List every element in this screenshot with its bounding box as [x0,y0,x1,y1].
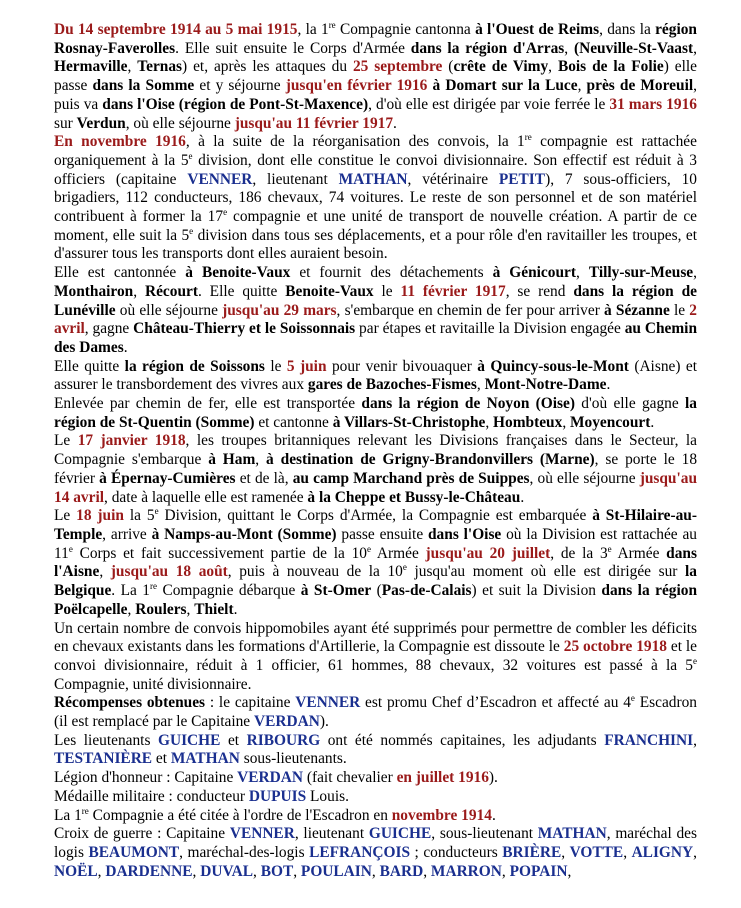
place-highlight: dans la Somme [92,77,195,95]
text-run: , [693,843,697,861]
place-highlight: au camp Marchand près de Suippes [292,469,530,487]
place-highlight: à Ham [208,451,256,469]
place-highlight: à St-Hilaire-au-Temple [54,507,697,543]
text-run: où la Division est rattachée au 11 [54,525,697,562]
place-highlight: à Namps-au-Mont (Somme) [151,525,337,543]
text-run: , [485,413,494,431]
paragraph [54,807,697,826]
place-highlight: crête de Vimy [453,58,549,76]
place-highlight: Hombteux [493,413,563,431]
text-run: , [255,451,267,469]
text-run: Médaille militaire : conducteur [54,787,249,805]
place-highlight: à St-Omer [300,582,372,600]
text-run: , lieutenant [252,170,339,188]
text-run: passe ensuite [336,525,428,543]
place-highlight: Monthairon [54,282,134,300]
paragraph [54,21,697,133]
person-name: FRANCHINI [604,731,694,749]
place-highlight: Récompenses obtenues [54,694,206,712]
paragraph [54,788,697,807]
date-highlight: 18 juin [76,507,124,525]
text-run: , dans la [599,21,656,38]
text-run: ) et, après les attaques du [182,58,353,76]
text-run: sur [54,114,77,132]
place-highlight: dans l'Oise [428,525,502,543]
date-highlight: jusqu'au 20 juillet [425,544,551,562]
text-run: est promu Chef d’Escadron et affecté au 4 [360,694,631,712]
person-name: BRIÈRE [502,843,562,861]
text-run: Le [54,507,77,525]
person-name: BEAUMONT [88,843,180,861]
text-run: Le [54,432,78,450]
person-name: DUPUIS [248,787,307,805]
text-run: , [99,563,111,581]
text-run: Armée [611,544,667,562]
place-highlight: à destination de Grigny-Brandonvillers (Marne) [266,451,595,469]
person-name: DUVAL [200,862,253,880]
paragraph [54,507,697,619]
text-run: ) et suit la Division [471,582,602,600]
place-highlight: Benoite-Vaux [285,282,374,300]
person-name: MATHAN [338,170,408,188]
text-run: , la 1 [297,21,329,38]
text-run: , arrive [102,525,152,543]
text-run: . [491,806,496,824]
text-run: pour venir bivouaquer [326,357,478,375]
date-highlight: 25 octobre 1918 [563,638,667,656]
text-run: par étapes et ravitaille la Division engagée [355,320,625,338]
person-name: GUICHE [157,731,221,749]
place-highlight: à Épernay-Cumières [99,469,236,487]
text-run: ( [371,582,382,600]
text-run: , [575,264,589,282]
text-run: . La 1 [111,582,150,600]
person-name: MARRON [430,862,502,880]
text-run: , maréchal-des-logis [179,843,310,861]
place-highlight: Ternas [137,58,183,76]
paragraph [54,133,697,264]
text-run: Corps et fait successivement partie de la 10 [72,544,367,562]
text-run: , vétérinaire [407,170,499,188]
text-run: ). [488,769,498,787]
person-name: LEFRANÇOIS [309,843,411,861]
place-highlight: dans la région de Noyon (Oise) [361,395,575,413]
text-run: , [371,862,380,880]
text-run: le [669,301,690,319]
text-run: , [192,862,201,880]
text-run: ), 7 sous-officiers, 10 brigadiers, 112 conducteurs, 186 chevaux, 74 voitures. Le reste de son personnel et de son matériel contribuent à former la 17 [54,170,697,226]
text-run: , [97,862,106,880]
text-run: Elle est cantonnée [54,264,186,282]
date-highlight: jusqu'au 29 mars [222,301,337,319]
person-name: VERDAN [254,713,320,731]
text-run: Légion d'honneur : Capitaine [54,769,238,787]
date-highlight: 25 septembre [352,58,443,76]
text-run: , [693,264,697,282]
text-run: division dans tous ses déplacements, et a pour rôle d'en ravitailler les troupes, et d'assurer tous les transports dont elles auraient besoin. [54,226,697,263]
place-highlight: dans la région d'Arras [410,39,565,57]
person-name: VENNER [187,170,253,188]
text-run: le [264,357,287,375]
paragraph [54,395,697,432]
text-run: , [476,376,485,394]
text-run: , [127,600,136,618]
date-highlight: jusqu'au 11 février 1917 [234,114,394,132]
text-run: La 1 [54,806,82,824]
text-run: . [520,488,525,506]
superscript: e [367,543,371,554]
text-run: , maréchal des logis [54,825,697,861]
person-name: BARD [379,862,424,880]
superscript: e [188,150,193,161]
text-run: le [373,282,401,300]
text-run: jusqu'au moment où elle est dirigée sur [406,563,685,581]
paragraph [54,825,697,881]
text-run: Les lieutenants [54,731,158,749]
text-run: et [152,750,171,768]
place-highlight: (Neuville-St-Vaast [573,39,694,57]
person-name: TESTANIÈRE [54,750,153,768]
person-name: NOËL [54,862,98,880]
text-run: , puis va [54,77,697,113]
place-highlight: Mont-Notre-Dame [484,376,607,394]
text-run: division, dont elle constitue le convoi divisionnaire. Son effectif est réduit à 3 officiers (capitaine [54,151,697,188]
text-run: . [650,413,655,431]
text-run: compagnie et une unité de transport de nouvelle création. A partir de ce moment, elle suit la 5 [54,208,698,244]
text-run: Compagnie, unité divisionnaire. [54,675,252,693]
text-run: . [393,114,397,132]
text-run: et de là, [235,469,293,487]
place-highlight: Tilly-sur-Meuse [588,264,694,282]
text-run: , [501,862,510,880]
date-highlight: 31 mars 1916 [609,95,697,113]
paragraph [54,264,697,358]
text-run: et [220,731,247,749]
superscript: e [630,693,635,704]
date-highlight: jusqu'au 18 août [110,563,228,581]
text-run: Division, quittant le Corps d'Armée, la Compagnie est embarquée [158,507,593,525]
superscript: e [68,543,73,554]
text-run: Escadron (il est remplacé par le Capitaine [54,694,697,731]
superscript: e [154,506,159,517]
text-run: , [561,843,570,861]
person-name: POULAIN [300,862,372,880]
superscript: e [693,655,697,666]
place-highlight: à Génicourt [492,264,576,282]
text-run: . Elle suit ensuite le Corps d'Armée [175,39,411,57]
text-run: , s'embarque en chemin de fer pour arriver [336,301,605,319]
text-run: , [577,77,587,95]
text-run: . [606,376,611,394]
text-run: , [693,39,697,57]
text-run: , [186,600,195,618]
text-run: compagnie est rattachée organiquement à la 5 [54,133,697,169]
person-name: POPAIN [509,862,568,880]
person-name: GUICHE [368,825,432,843]
place-highlight: région Rosnay-Faverolles [54,21,697,57]
person-name: VERDAN [237,769,303,787]
date-highlight: 5 juin [286,357,327,375]
place-highlight: à Villars-St-Christophe [332,413,486,431]
text-run: ont été nommés capitaines, les adjudants [320,731,605,749]
paragraph [54,432,697,507]
place-highlight: la Belgique [54,563,697,600]
paragraph [54,358,697,395]
place-highlight: Thielt [194,600,234,618]
place-highlight: Pas-de-Calais [381,582,472,600]
superscript: e [607,543,612,554]
paragraph [54,769,697,788]
date-highlight: jusqu'en février 1916 [285,77,428,95]
place-highlight: Moyencourt [570,413,651,431]
text-run: , [548,58,558,76]
text-run: , [423,862,431,880]
text-run: . Elle quitte [197,282,286,300]
person-name: PETIT [498,170,546,188]
text-run: . [123,338,128,356]
date-highlight: jusqu'au 14 avril [54,469,698,506]
place-highlight: Hermaville [54,58,128,76]
superscript: e [189,225,194,236]
text-run: la 5 [123,507,155,525]
text-run: Elle quitte [54,357,125,375]
place-highlight: à la Cheppe et Bussy-le-Château [307,488,521,506]
place-highlight: gares de Bazoches-Fismes [307,376,477,394]
text-run: Croix de guerre : Capitaine [54,825,230,843]
document-body [54,21,697,881]
text-run: , [564,39,574,57]
text-run: , d'où elle est dirigée par voie ferrée le [368,95,610,113]
place-highlight: à l'Ouest de Reims [475,21,600,38]
superscript: e [223,207,228,218]
text-run: , [253,862,261,880]
text-run: où elle séjourne [115,301,223,319]
date-highlight: Du 14 septembre 1914 au 5 mai 1915 [54,21,298,38]
text-run: , [293,862,301,880]
text-run: , [623,843,632,861]
date-highlight: novembre 1914 [391,806,492,824]
text-run: , gagne [84,320,134,338]
superscript: re [524,132,532,143]
text-run: . [233,600,238,618]
place-highlight: Château-Thierry et le Soissonnais [133,320,356,338]
text-run: , où elle séjourne [125,114,235,132]
text-run: , date à laquelle elle est ramenée [104,488,308,506]
person-name: MATHAN [537,825,607,843]
person-name: RIBOURG [246,731,321,749]
place-highlight: Verdun [76,114,126,132]
place-highlight: à Quincy-sous-le-Mont [477,357,629,375]
superscript: e [402,562,407,573]
place-highlight: Récourt [144,282,198,300]
text-run: ( [442,58,454,76]
place-highlight: dans l'Aisne [54,544,697,581]
text-run: , de la 3 [550,544,608,562]
place-highlight: au Chemin des Dames [54,320,698,356]
place-highlight: à Domart sur la Luce [432,77,578,95]
text-run: , les troupes britanniques relevant les Divisions françaises dans le Secteur, la Compagnie s'embarque [54,432,697,469]
superscript: re [328,20,336,30]
text-run: Un certain nombre de convois hippomobiles ayant été supprimés pour permettre de combler les déficits en chevaux existants dans les formations d'Artillerie, la Compagnie est dissoute le [54,619,697,656]
text-run: , lieutenant [294,825,369,843]
person-name: VENNER [229,825,295,843]
person-name: DARDENNE [105,862,193,880]
paragraph [54,620,697,695]
person-name: VOTTE [569,843,624,861]
superscript: re [150,581,157,592]
date-highlight: En novembre 1916 [54,133,186,151]
text-run: Armée [371,544,426,562]
text-run: , [127,58,138,76]
text-run: et fournit des détachements [290,264,493,282]
place-highlight: dans la région de Lunéville [54,282,697,319]
text-run: ). [319,713,329,731]
text-run: , [133,282,145,300]
text-run: (fait chevalier [302,769,397,787]
date-highlight: 11 février 1917 [400,282,506,300]
text-run: et cantonne [254,413,333,431]
date-highlight: en juillet 1916 [396,769,489,787]
text-run: Compagnie a été citée à l'ordre de l'Escadron en [88,806,392,824]
text-run: , se rend [505,282,574,300]
place-highlight: Roulers [135,600,187,618]
text-run: , [567,862,572,880]
place-highlight: Bois de la Folie [557,58,664,76]
place-highlight: à Sézanne [604,301,670,319]
text-run: : le capitaine [205,694,296,712]
date-highlight: 17 janvier 1918 [77,432,186,450]
paragraph [54,732,697,769]
text-run: , où elle séjourne [529,469,640,487]
text-run: , à la suite de la réorganisation des convois, la 1 [185,133,525,151]
place-highlight: près de Moreuil [586,77,694,95]
place-highlight: la région de Soissons [124,357,265,375]
text-run: et le convoi divisionnaire, réduit à 1 officier, 61 hommes, 88 chevaux, 32 voitures est passé à la 5 [54,638,697,674]
text-run: , sous-lieutenant [431,825,538,843]
text-run: sous-lieutenants. [239,750,347,768]
place-highlight: (région de Pont-St-Maxence) [178,95,369,113]
text-run: d'où elle gagne [575,395,685,413]
text-run: Enlevée par chemin de fer, elle est transportée [54,395,362,413]
person-name: BOT [260,862,294,880]
text-run: , [693,731,697,749]
superscript: re [81,805,89,816]
text-run: Louis. [306,787,349,805]
text-run: , se porte le 18 février [54,451,698,487]
person-name: ALIGNY [631,843,694,861]
person-name: MATHAN [170,750,240,768]
place-highlight: dans l'Oise [102,95,175,113]
text-run: Compagnie débarque [157,582,301,600]
text-run: Compagnie cantonna [335,21,476,38]
text-run: , puis à nouveau de la 10 [227,563,403,581]
text-run: ) elle passe [54,58,698,95]
place-highlight: dans la région Poëlcapelle [54,582,697,618]
person-name: VENNER [295,694,361,712]
text-run: et y séjourne [194,77,286,95]
paragraph [54,694,697,731]
place-highlight: la région de St-Quentin (Somme) [54,395,697,431]
text-run: , [562,413,571,431]
text-run: (Aisne) et assurer le transbordement des vivres aux [54,357,698,394]
date-highlight: 2 avril [54,301,697,338]
place-highlight: à Benoite-Vaux [185,264,291,282]
text-run: ; conducteurs [410,843,503,861]
